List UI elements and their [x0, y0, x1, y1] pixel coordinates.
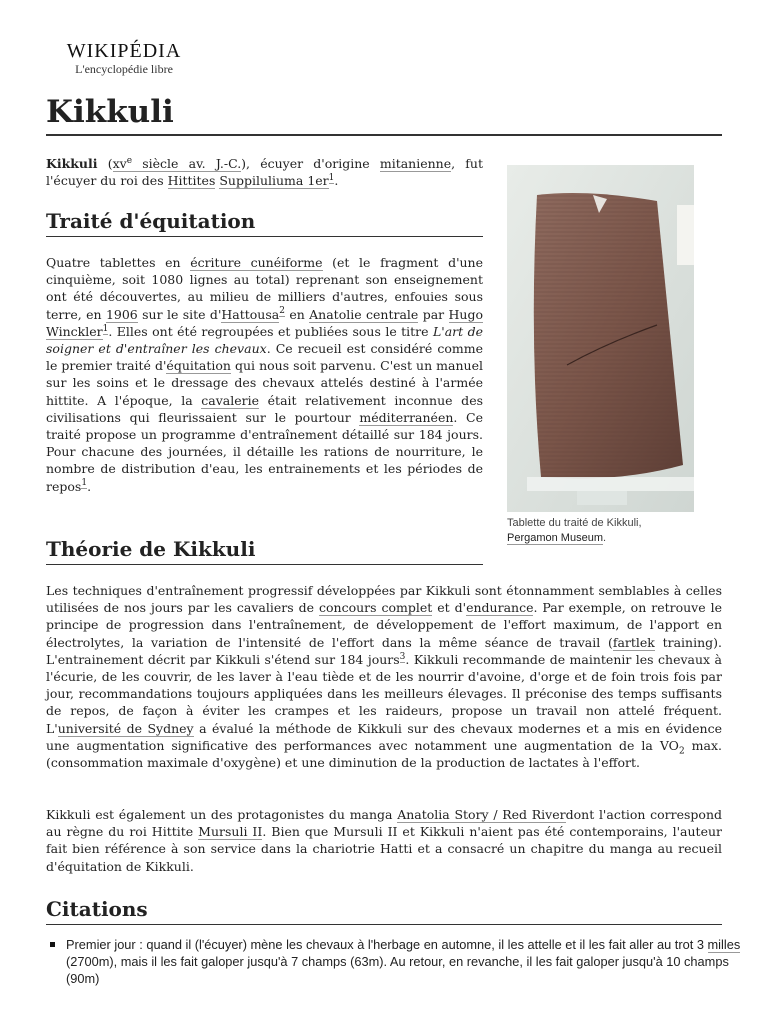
tablet-image[interactable] — [507, 165, 694, 512]
traite-paragraph: Quatre tablettes en écriture cunéiforme (et le fragment d'une cinquième, soit 1080 lignes au total) reprenant son enseignement ont été découvertes, au milieu de milliers d'autres, enfouies sous terre, en 1906 sur le site d'Hattousa$^2$ en Anatolie centrale par Hugo Winckler$^1$. Elles ont été regroupées et publiées sous le titre L'art de soigner et d'entraîner les chevaux. Ce recueil est considéré comme le premier traité d'équitation qui nous soit parvenu. C'est un manuel sur les soins et le dressage des chevaux attelés destiné à l'armée hittite. A l'époque, la cavalerie était relativement inconnue des civilisations qui fleurissaient sur le pourtour méditerranéen. Ce traité propose un programme d'entraînement détaillé sur 184 jours. Pour chacune des journées, il détaille les rations de nourriture, le nombre de distribution d'eau, les entrainements et les périodes de repos$^1$. — [46, 255, 484, 494]
link-hattousa[interactable]: Hattousa — [221, 306, 280, 322]
link-cavalerie[interactable]: cavalerie — [201, 392, 260, 408]
link-milles[interactable]: milles — [707, 937, 741, 952]
heading-traite: Traité d'équitation — [46, 207, 483, 237]
heading-citations: Citations — [46, 895, 722, 925]
link-universite-sydney[interactable]: université de Sydney — [57, 720, 194, 736]
theorie-paragraph-2: Kikkuli est également un des protagonistes du manga Anatolia Story / Red Riverdont l'action correspond au règne du roi Hittite Mursuli II. Bien que Mursuli II et Kikkuli n'aient pas été contemporains, l'auteur fait bien référence à son service dans la chariotrie Hatti et a consacré un chapitre du manga au recueil d'équitation de Kikkuli. — [46, 807, 723, 874]
page-title: Kikkuli — [46, 92, 722, 136]
link-hittites[interactable]: Hittites — [167, 173, 216, 189]
link-hugo-winckler[interactable]: Hugo Winckler — [46, 306, 483, 339]
citations-list — [48, 936, 742, 987]
wikipedia-logo[interactable] — [64, 40, 184, 76]
tablet-figure — [507, 165, 694, 546]
logo-tagline: L'encyclopédie libre — [75, 62, 173, 76]
list-item: Premier jour : quand il (l'écuyer) mène les chevaux à l'herbage en automne, il les attelle et il les fait aller au trot 3 milles (2700m), mais il les fait galoper jusqu'à 7 champs (63m). Au retour, en revanche, il les fait galoper jusqu'à 10 champs (90m) — [66, 936, 742, 987]
link-mursuli-ii[interactable]: Mursuli II — [198, 824, 263, 840]
link-mediterraneen[interactable]: méditerranéen — [359, 409, 454, 425]
logo-wordmark: WIKIPÉDIA — [66, 40, 182, 62]
lead-term: Kikkuli — [46, 156, 98, 171]
ref-1[interactable]: 1 — [81, 478, 88, 489]
link-pergamon-museum[interactable]: Pergamon Museum — [507, 532, 603, 544]
ref-1[interactable]: 1 — [328, 173, 335, 184]
ref-1[interactable]: 1 — [102, 323, 109, 334]
link-equitation[interactable]: équitation — [166, 358, 231, 374]
link-ecriture-cuneiforme[interactable]: écriture cunéiforme — [190, 255, 323, 270]
ref-3[interactable]: 3 — [399, 651, 406, 662]
link-1906[interactable]: 1906 — [105, 306, 138, 322]
intro-paragraph: Kikkuli ($xv^e$ siècle av. J.-C.), écuyer d'origine mitanienne, fut l'écuyer du roi des Hittites Suppiluliuma $1er^1$. — [46, 155, 484, 189]
link-suppiluliuma[interactable]: Suppiluliuma 1er — [219, 173, 329, 189]
link-century[interactable]: $xv^e$ siècle av. J.-C. — [112, 155, 242, 171]
link-concours-complet[interactable]: concours complet — [319, 600, 433, 616]
link-anatolia-story[interactable]: Anatolia Story / Red River — [397, 807, 566, 822]
link-mitanni[interactable]: mitanienne — [379, 156, 452, 171]
link-endurance[interactable]: endurance — [466, 600, 534, 616]
heading-theorie: Théorie de Kikkuli — [46, 535, 483, 565]
theorie-paragraph-1: Les techniques d'entraînement progressif développées par Kikkuli sont étonnamment semblables à celles utilisées de nos jours par les cavaliers de concours complet et d'endurance. Par exemple, on retrouve le principe de progression dans l'entraînement, de développement de l'effort maximum, de l'apport en électrolytes, la variation de l'intensité de l'effort dans la même séance de travail (fartlek training). L'entrainement décrit par Kikkuli s'étend sur 184 jours$^3$. Kikkuli recommande de maintenir les chevaux à l'écurie, de les couvrir, de les laver à l'eau tiède et de les nourrir d'avoine, d'orge et de foin trois fois par jour, recommandations toujours appliquées dans les meilleurs élevages. Il préconise des temps suffisants de repos, de façon à éviter les crampes et les raideurs, propose un travail non attelé fréquent. L'université de Sydney a évalué la méthode de Kikkuli sur des chevaux modernes et a mis en évidence une augmentation significative des performances avec notamment une augmentation de la $VO_2$ max. (consommation maximale d'oxygène) et une diminution de la production de lactates à l'effort. — [46, 583, 722, 771]
bullet-icon — [50, 942, 55, 947]
ref-2[interactable]: 2 — [279, 306, 285, 317]
figure-caption: Tablette du traité de Kikkuli, Pergamon Museum. — [507, 517, 642, 544]
link-anatolie[interactable]: Anatolie centrale — [309, 306, 419, 322]
link-fartlek[interactable]: fartlek — [612, 634, 655, 650]
book-title: L'art de soigner et d'entraîner les chevaux — [46, 323, 483, 357]
